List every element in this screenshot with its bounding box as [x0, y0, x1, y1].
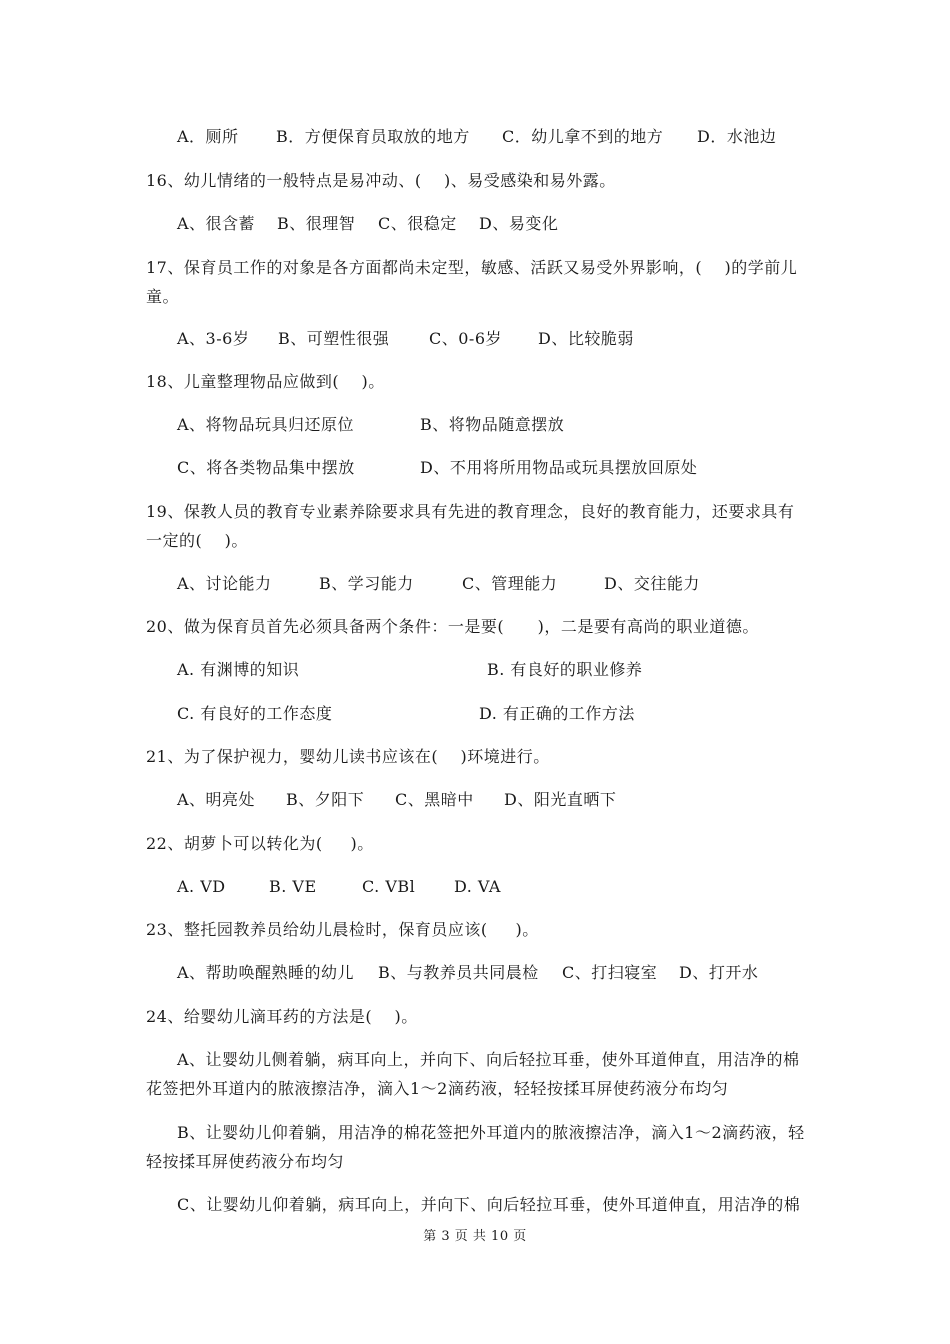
q20-option-b: B. 有良好的职业修养: [487, 660, 643, 679]
q19-stem-line-2: 一定的( )。: [146, 531, 248, 550]
q15-option-d: D．水池边: [697, 127, 777, 146]
q24-option-b-line-2: 轻按揉耳屏使药液分布均匀: [146, 1152, 345, 1171]
q19-option-c: C、管理能力: [462, 574, 558, 593]
q20-option-d: D. 有正确的工作方法: [479, 704, 635, 723]
q22-option-c: C. VBl: [362, 877, 416, 896]
q16-option-a: A、很含蓄: [177, 214, 256, 233]
q22-option-a: A. VD: [177, 877, 226, 896]
q17-stem-line-1: 17、保育员工作的对象是各方面都尚未定型，敏感、活跃又易受外界影响，( )的学前儿: [146, 258, 798, 277]
q20-stem: 20、做为保育员首先必须具备两个条件：一是要( )，二是要有高尚的职业道德。: [146, 617, 759, 636]
q24-option-c-line-1: C、让婴幼儿仰着躺，病耳向上，并向下、向后轻拉耳垂，使外耳道伸直，用洁净的棉: [177, 1195, 801, 1214]
q19-option-d: D、交往能力: [604, 574, 700, 593]
q24-option-a-line-2: 花签把外耳道内的脓液擦洁净，滴入1～2滴药液，轻轻按揉耳屏使药液分布均匀: [146, 1079, 729, 1098]
q23-option-b: B、与教养员共同晨检: [378, 963, 539, 982]
q18-stem: 18、儿童整理物品应做到( )。: [146, 372, 385, 391]
q16-option-b: B、很理智: [277, 214, 356, 233]
q17-option-a: A、3-6岁: [177, 329, 250, 348]
q18-option-c: C、将各类物品集中摆放: [177, 458, 355, 477]
page-number: 第 3 页 共 10 页: [423, 1229, 527, 1244]
q17-option-c: C、0-6岁: [429, 329, 503, 348]
q15-option-b: B．方便保育员取放的地方: [276, 127, 470, 146]
q24-stem: 24、给婴幼儿滴耳药的方法是( )。: [146, 1007, 418, 1026]
q23-option-c: C、打扫寝室: [562, 963, 658, 982]
q22-stem: 22、胡萝卜可以转化为( )。: [146, 834, 374, 853]
q18-option-b: B、将物品随意摆放: [420, 415, 565, 434]
q16-stem: 16、幼儿情绪的一般特点是易冲动、( )、易受感染和易外露。: [146, 171, 616, 190]
q23-option-d: D、打开水: [679, 963, 759, 982]
q21-option-a: A、明亮处: [177, 790, 256, 809]
q22-option-d: D. VA: [454, 877, 501, 896]
q24-option-a-line-1: A、让婴幼儿侧着躺，病耳向上，并向下、向后轻拉耳垂，使外耳道伸直，用洁净的棉: [177, 1050, 800, 1069]
q21-option-b: B、夕阳下: [286, 790, 365, 809]
q21-stem: 21、为了保护视力，婴幼儿读书应该在( )环境进行。: [146, 747, 550, 766]
q21-option-d: D、阳光直晒下: [504, 790, 617, 809]
q16-option-d: D、易变化: [479, 214, 559, 233]
q20-option-c: C. 有良好的工作态度: [177, 704, 333, 723]
q18-option-a: A、将物品玩具归还原位: [177, 415, 355, 434]
q17-option-d: D、比较脆弱: [538, 329, 634, 348]
q17-stem-line-2: 童。: [146, 287, 180, 306]
q19-stem-line-1: 19、保教人员的教育专业素养除要求具有先进的教育理念，良好的教育能力，还要求具有: [146, 502, 795, 521]
q15-option-a: A．厕所: [177, 127, 239, 146]
q21-option-c: C、黑暗中: [395, 790, 474, 809]
q18-option-d: D、不用将所用物品或玩具摆放回原处: [420, 458, 698, 477]
q22-option-b: B. VE: [269, 877, 317, 896]
q15-option-c: C．幼儿拿不到的地方: [502, 127, 664, 146]
q20-option-a: A. 有渊博的知识: [177, 660, 300, 679]
q16-option-c: C、很稳定: [378, 214, 457, 233]
q19-option-b: B、学习能力: [319, 574, 414, 593]
q17-option-b: B、可塑性很强: [278, 329, 390, 348]
q19-option-a: A、讨论能力: [177, 574, 272, 593]
q24-option-b-line-1: B、让婴幼儿仰着躺，用洁净的棉花签把外耳道内的脓液擦洁净，滴入1～2滴药液，轻: [177, 1123, 805, 1142]
q23-option-a: A、帮助唤醒熟睡的幼儿: [177, 963, 355, 982]
q23-stem: 23、整托园教养员给幼儿晨检时，保育员应该( )。: [146, 920, 539, 939]
